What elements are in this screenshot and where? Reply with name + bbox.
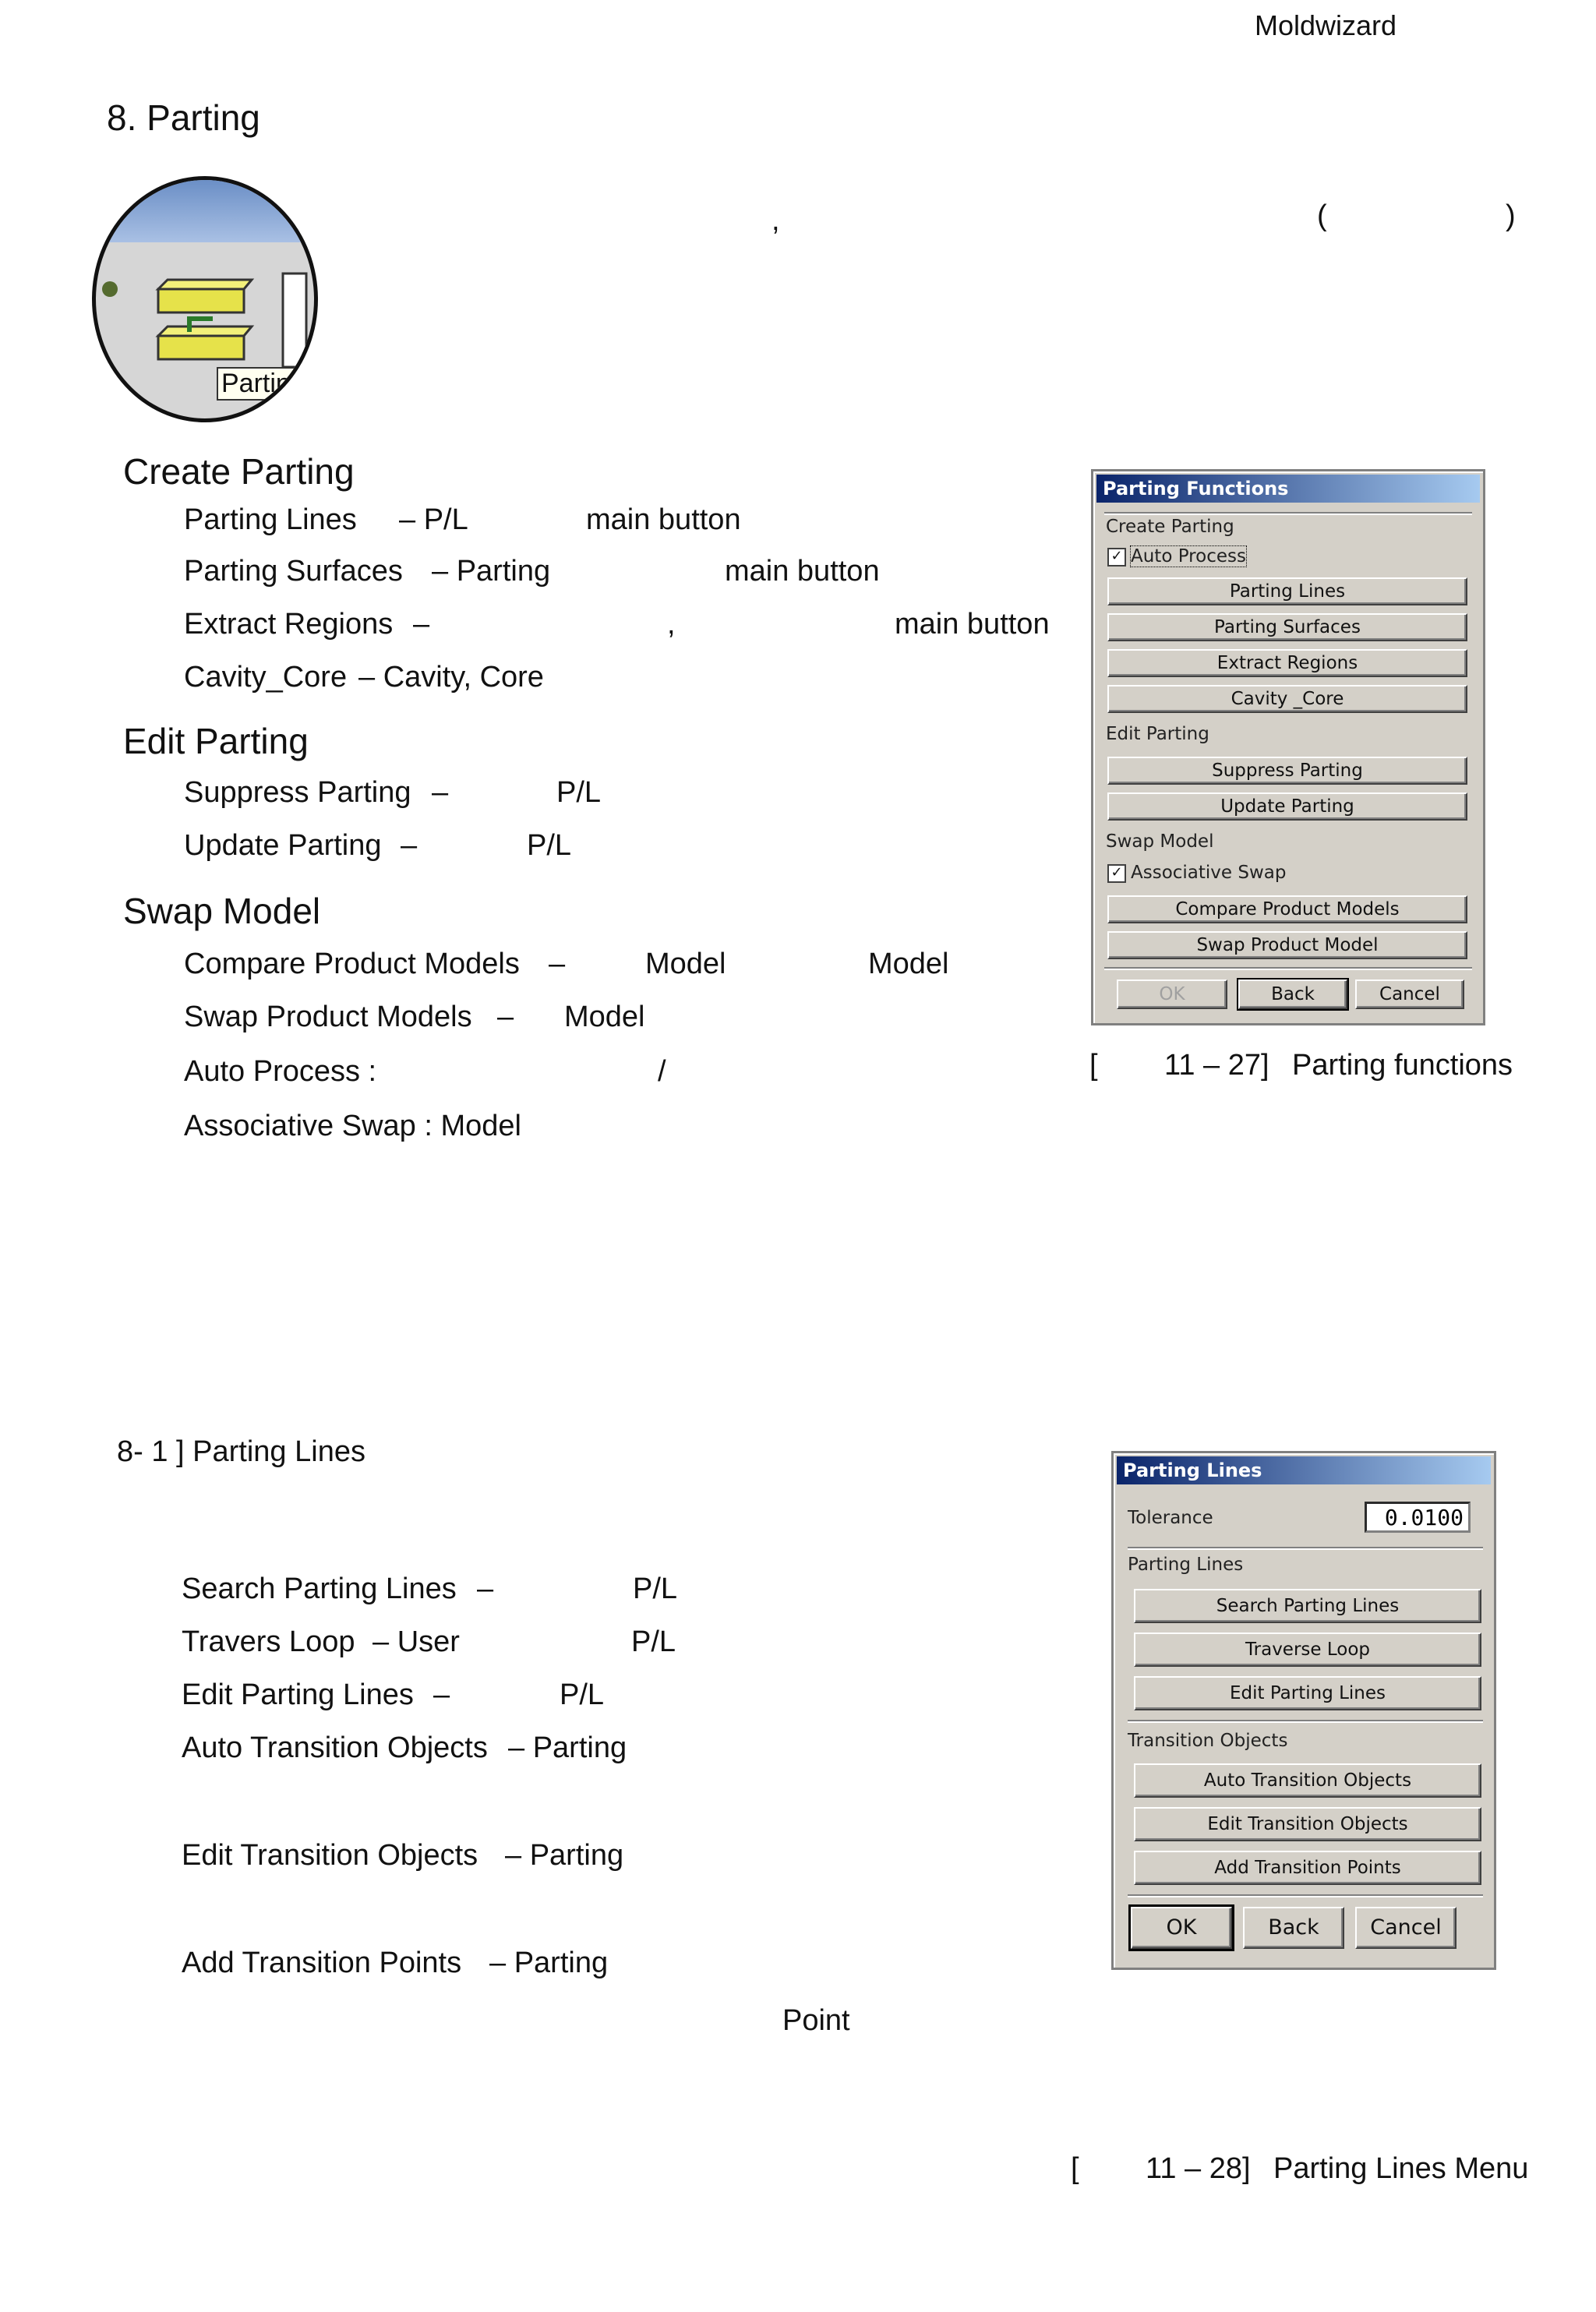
parting-lines-button[interactable]: Parting Lines [1107, 577, 1467, 605]
suppress-parting-button[interactable]: Suppress Parting [1107, 757, 1467, 785]
tooltip-label: Parting [217, 367, 310, 401]
intro-comma: , [772, 204, 780, 237]
create-item-name: Parting Lines [184, 503, 357, 536]
swap-item-desc: – [549, 948, 566, 980]
swap-model-button[interactable]: Swap Product Model [1107, 931, 1467, 959]
swap-item-mid: Model [645, 948, 726, 980]
pl-item-name: Add Transition Points [182, 1947, 462, 1979]
edit-item-name: Update Parting [184, 829, 382, 862]
parting-surfaces-button[interactable]: Parting Surfaces [1107, 613, 1467, 641]
figure-caption-number: 11 – 27] [1164, 1049, 1269, 1082]
create-item-desc: – [413, 608, 430, 641]
create-item-tail: main button [725, 555, 880, 588]
create-item-name: Cavity_Core [184, 661, 348, 694]
tolerance-input[interactable] [1365, 1502, 1471, 1533]
parting-lines-label: Parting Lines [1128, 1555, 1244, 1575]
edit-transition-button[interactable]: Edit Transition Objects [1134, 1807, 1481, 1841]
create-item-name: Extract Regions [184, 608, 394, 641]
edit-item-desc: – [432, 776, 449, 809]
traverse-loop-button[interactable]: Traverse Loop [1134, 1633, 1481, 1667]
edit-item-desc: – [401, 829, 418, 862]
auto-transition-button[interactable]: Auto Transition Objects [1134, 1763, 1481, 1798]
ok-button[interactable]: OK [1131, 1907, 1232, 1949]
parting-tool-icon [92, 176, 318, 422]
compare-models-button[interactable]: Compare Product Models [1107, 895, 1467, 923]
tolerance-label: Tolerance [1128, 1508, 1213, 1528]
edit-parting-lines-button[interactable]: Edit Parting Lines [1134, 1676, 1481, 1710]
create-item-desc: – P/L [399, 503, 468, 536]
edit-heading: Edit Parting [123, 721, 309, 761]
edit-parting-label: Edit Parting [1106, 724, 1209, 744]
back-button[interactable]: Back [1238, 980, 1347, 1009]
edit-item-tail: P/L [556, 776, 602, 809]
auto-process-note: Auto Process : [184, 1055, 377, 1088]
auto-process-label: Auto Process [1131, 546, 1246, 567]
pl-item-tail: P/L [560, 1678, 605, 1711]
point-word: Point [782, 2004, 850, 2037]
figure-caption-text: Parting Lines Menu [1273, 2152, 1529, 2185]
swap-item-desc: – [497, 1001, 514, 1033]
pl-item-name: Edit Transition Objects [182, 1839, 478, 1872]
create-item-tail: main button [586, 503, 741, 536]
figure-caption-bracket: [ [1071, 2152, 1079, 2185]
subsection-title: 8- 1 ] Parting Lines [117, 1435, 365, 1468]
intro-paren-close: ) [1506, 199, 1516, 232]
create-parting-label: Create Parting [1106, 517, 1234, 537]
pl-item-tail: P/L [633, 1573, 678, 1605]
cavity-core-button[interactable]: Cavity _Core [1107, 685, 1467, 713]
pl-item-desc: – Parting [489, 1947, 609, 1979]
create-item-desc: – Parting [432, 555, 551, 588]
pl-item-desc: – Parting [508, 1731, 627, 1764]
search-parting-lines-button[interactable]: Search Parting Lines [1134, 1589, 1481, 1623]
dialog-title: Parting Functions [1096, 475, 1480, 503]
pl-item-name: Edit Parting Lines [182, 1678, 414, 1711]
parting-lines-dialog [1111, 1451, 1496, 1970]
edit-item-tail: P/L [527, 829, 572, 862]
create-item-mid: , [667, 608, 676, 641]
transition-objects-label: Transition Objects [1128, 1731, 1288, 1751]
dialog-title: Parting Lines [1117, 1456, 1491, 1484]
associative-swap-note: Associative Swap : Model [184, 1110, 521, 1142]
pl-item-tail: P/L [631, 1625, 676, 1658]
swap-item-name: Swap Product Models [184, 1001, 472, 1033]
create-item-name: Parting Surfaces [184, 555, 403, 588]
cancel-button[interactable]: Cancel [1355, 1907, 1457, 1949]
swap-heading: Swap Model [123, 891, 321, 931]
create-item-tail: main button [895, 608, 1050, 641]
associative-swap-checkbox[interactable]: ✓ [1107, 864, 1126, 883]
pl-item-desc: – User [373, 1625, 460, 1658]
pl-item-desc: – [433, 1678, 450, 1711]
pl-item-name: Search Parting Lines [182, 1573, 457, 1605]
parting-functions-dialog [1091, 469, 1485, 1025]
page-header: Moldwizard [1255, 9, 1397, 41]
create-item-desc: – Cavity, Core [358, 661, 544, 694]
auto-process-slash: / [658, 1055, 666, 1088]
pl-item-desc: – Parting [505, 1839, 624, 1872]
auto-process-checkbox[interactable]: ✓ [1107, 548, 1126, 567]
update-parting-button[interactable]: Update Parting [1107, 792, 1467, 821]
section-title: 8. Parting [107, 97, 260, 138]
figure-caption-text: Parting functions [1292, 1049, 1513, 1082]
pl-item-name: Travers Loop [182, 1625, 355, 1658]
cancel-button[interactable]: Cancel [1355, 980, 1464, 1009]
pl-item-name: Auto Transition Objects [182, 1731, 488, 1764]
create-heading: Create Parting [123, 451, 355, 492]
swap-item-tail: Model [564, 1001, 645, 1033]
back-button[interactable]: Back [1243, 1907, 1344, 1949]
figure-caption-bracket: [ [1089, 1049, 1098, 1082]
intro-paren-open: ( [1317, 199, 1327, 232]
pl-item-desc: – [477, 1573, 494, 1605]
swap-model-label: Swap Model [1106, 831, 1214, 852]
extract-regions-button[interactable]: Extract Regions [1107, 649, 1467, 677]
swap-item-name: Compare Product Models [184, 948, 520, 980]
add-transition-points-button[interactable]: Add Transition Points [1134, 1851, 1481, 1885]
associative-swap-label: Associative Swap [1131, 863, 1287, 883]
edit-item-name: Suppress Parting [184, 776, 411, 809]
swap-item-tail: Model [868, 948, 949, 980]
figure-caption-number: 11 – 28] [1146, 2152, 1251, 2185]
ok-button[interactable]: OK [1117, 980, 1227, 1009]
